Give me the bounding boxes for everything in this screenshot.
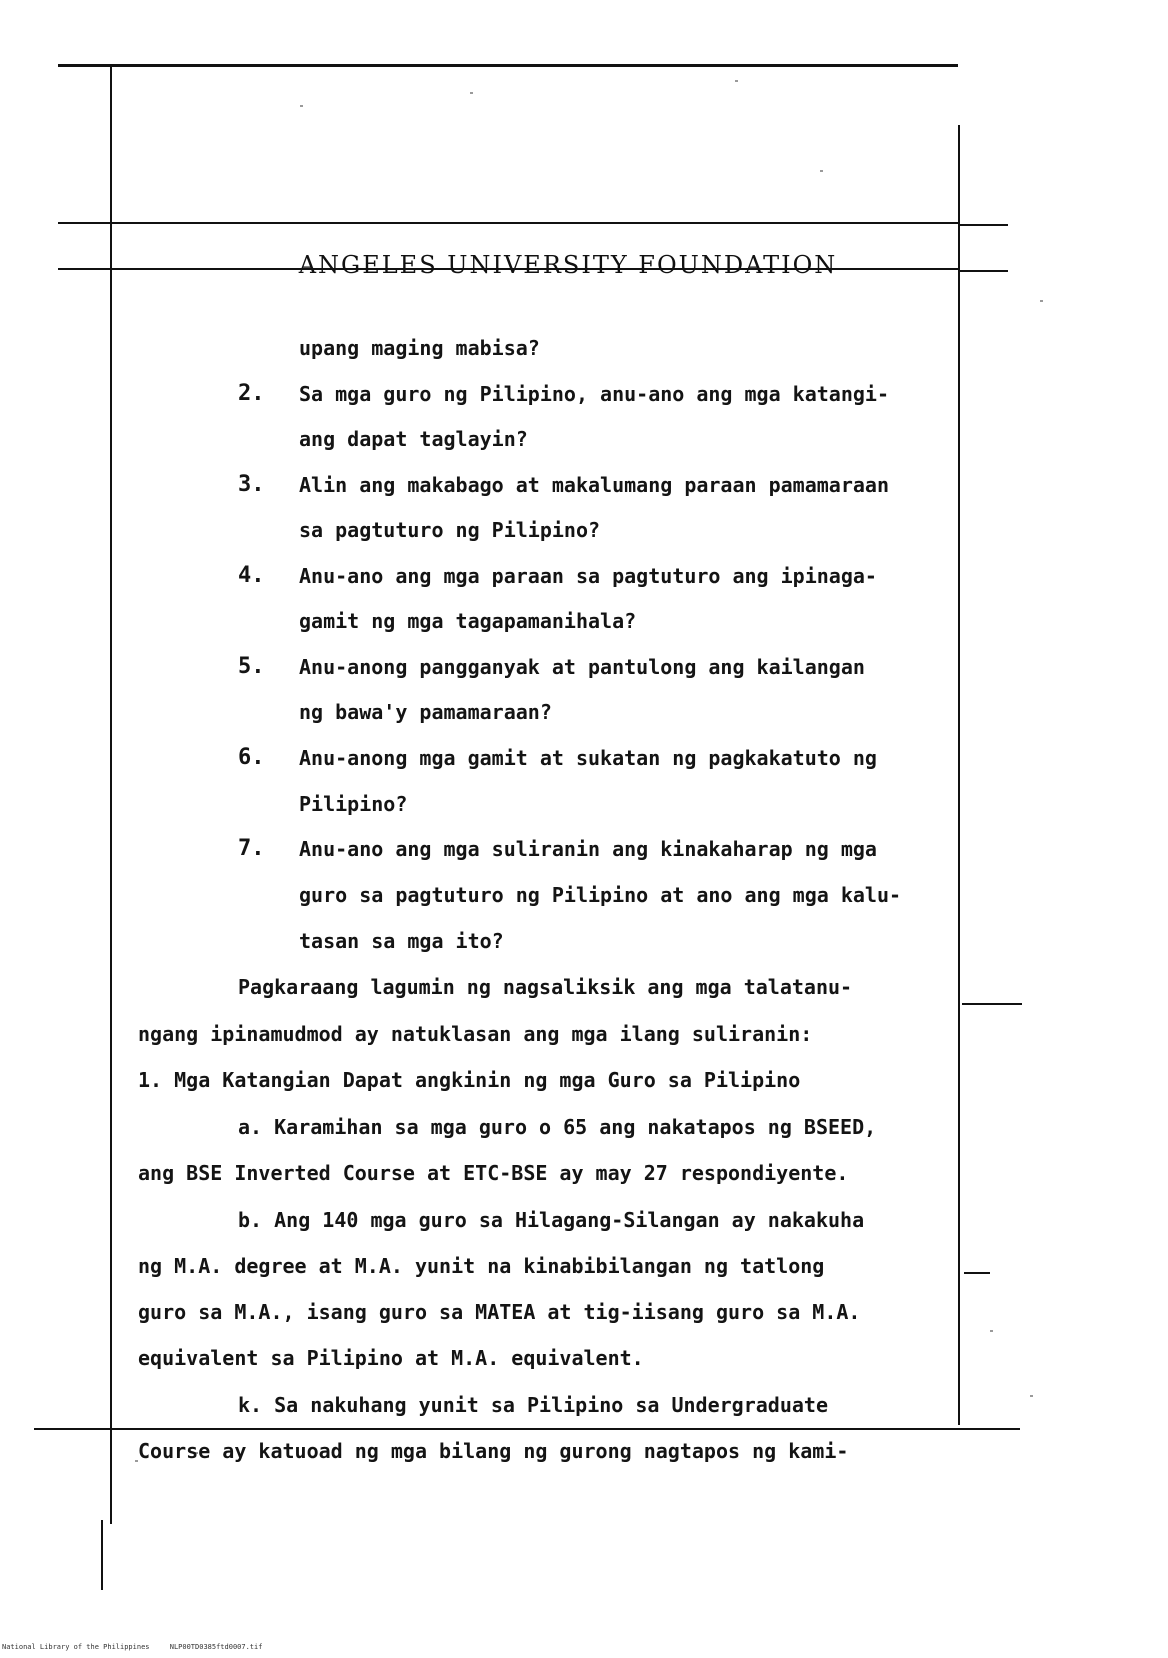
question-number: 4.: [238, 563, 265, 588]
question-line: guro sa pagtuturo ng Pilipino at ano ang mga kalu-: [299, 883, 902, 907]
question-line: tasan sa mga ito?: [299, 929, 504, 953]
finding-b-line: b. Ang 140 mga guro sa Hilagang-Silangan ay nakakuha: [238, 1208, 865, 1232]
question-line: Alin ang makabago at makalumang paraan pamamaraan: [299, 473, 890, 497]
question-number: 5.: [238, 654, 265, 679]
finding-b-line: equivalent sa Pilipino at M.A. equivalent.: [138, 1346, 644, 1370]
right-mark-1: [962, 1003, 1022, 1005]
letterhead-title: ANGELES UNIVERSITY FOUNDATION: [298, 251, 838, 279]
finding-k-line: k. Sa nakuhang yunit sa Pilipino sa Undergraduate: [238, 1393, 829, 1417]
question-line: ng bawa'y pamamaraan?: [299, 700, 552, 724]
finding-b-line: guro sa M.A., isang guro sa MATEA at tig-iisang guro sa M.A.: [138, 1300, 861, 1324]
finding-a-line: a. Karamihan sa mga guro o 65 ang nakatapos ng BSEED,: [238, 1115, 877, 1139]
scan-speck: [990, 1330, 993, 1332]
finding-k-line: Course ay katuoad ng mga bilang ng gurong nagtapos ng kami-: [138, 1439, 849, 1463]
right-mark-2: [964, 1272, 990, 1274]
question-continuation: upang maging mabisa?: [299, 336, 540, 360]
scan-speck: [300, 105, 303, 107]
finding-a-line: ang BSE Inverted Course at ETC-BSE ay may 27 respondiyente.: [138, 1161, 849, 1185]
question-line: Sa mga guro ng Pilipino, anu-ano ang mga katangi-: [299, 382, 890, 406]
section-heading: 1. Mga Katangian Dapat angkinin ng mga Guro sa Pilipino: [138, 1068, 801, 1092]
scan-speck: [735, 80, 738, 82]
right-margin-rule: [958, 125, 960, 1425]
top-border-rule: [58, 64, 958, 67]
question-line: Anu-anong mga gamit at sukatan ng pagkakatuto ng: [299, 746, 877, 770]
scan-speck: [1040, 300, 1043, 302]
bottom-border-rule-right: [950, 1428, 1020, 1430]
question-line: Anu-anong pangganyak at pantulong ang kailangan: [299, 655, 865, 679]
finding-b-line: ng M.A. degree at M.A. yunit na kinabibilangan ng tatlong: [138, 1254, 825, 1278]
letterhead-top-rule-right: [958, 224, 1008, 226]
scan-footer: [2, 1643, 278, 1652]
footer-library: National Library of the Philippines: [2, 1643, 150, 1651]
scan-speck: [820, 170, 823, 172]
question-line: Anu-ano ang mga paraan sa pagtuturo ang ipinaga-: [299, 564, 877, 588]
summary-line: Pagkaraang lagumin ng nagsaliksik ang mga talatanu-: [238, 975, 853, 999]
summary-line: ngang ipinamudmod ay natuklasan ang mga ilang suliranin:: [138, 1022, 813, 1046]
scan-speck: [1030, 1395, 1033, 1397]
footer-filename: NLP00TD0385ftd0007.tif: [169, 1643, 263, 1651]
question-line: Anu-ano ang mga suliranin ang kinakaharap ng mga: [299, 837, 877, 861]
letterhead-top-rule: [58, 222, 958, 224]
scan-speck: [470, 92, 473, 94]
bottom-border-rule: [34, 1428, 958, 1430]
left-stub-rule: [101, 1520, 103, 1590]
question-line: gamit ng mga tagapamanihala?: [299, 609, 637, 633]
left-margin-rule: [110, 64, 112, 1524]
question-number: 7.: [238, 836, 265, 861]
question-number: 6.: [238, 745, 265, 770]
question-line: ang dapat taglayin?: [299, 427, 528, 451]
question-line: sa pagtuturo ng Pilipino?: [299, 518, 601, 542]
left-tick: [110, 1405, 112, 1435]
question-number: 3.: [238, 472, 265, 497]
question-line: Pilipino?: [299, 792, 408, 816]
question-number: 2.: [238, 381, 265, 406]
